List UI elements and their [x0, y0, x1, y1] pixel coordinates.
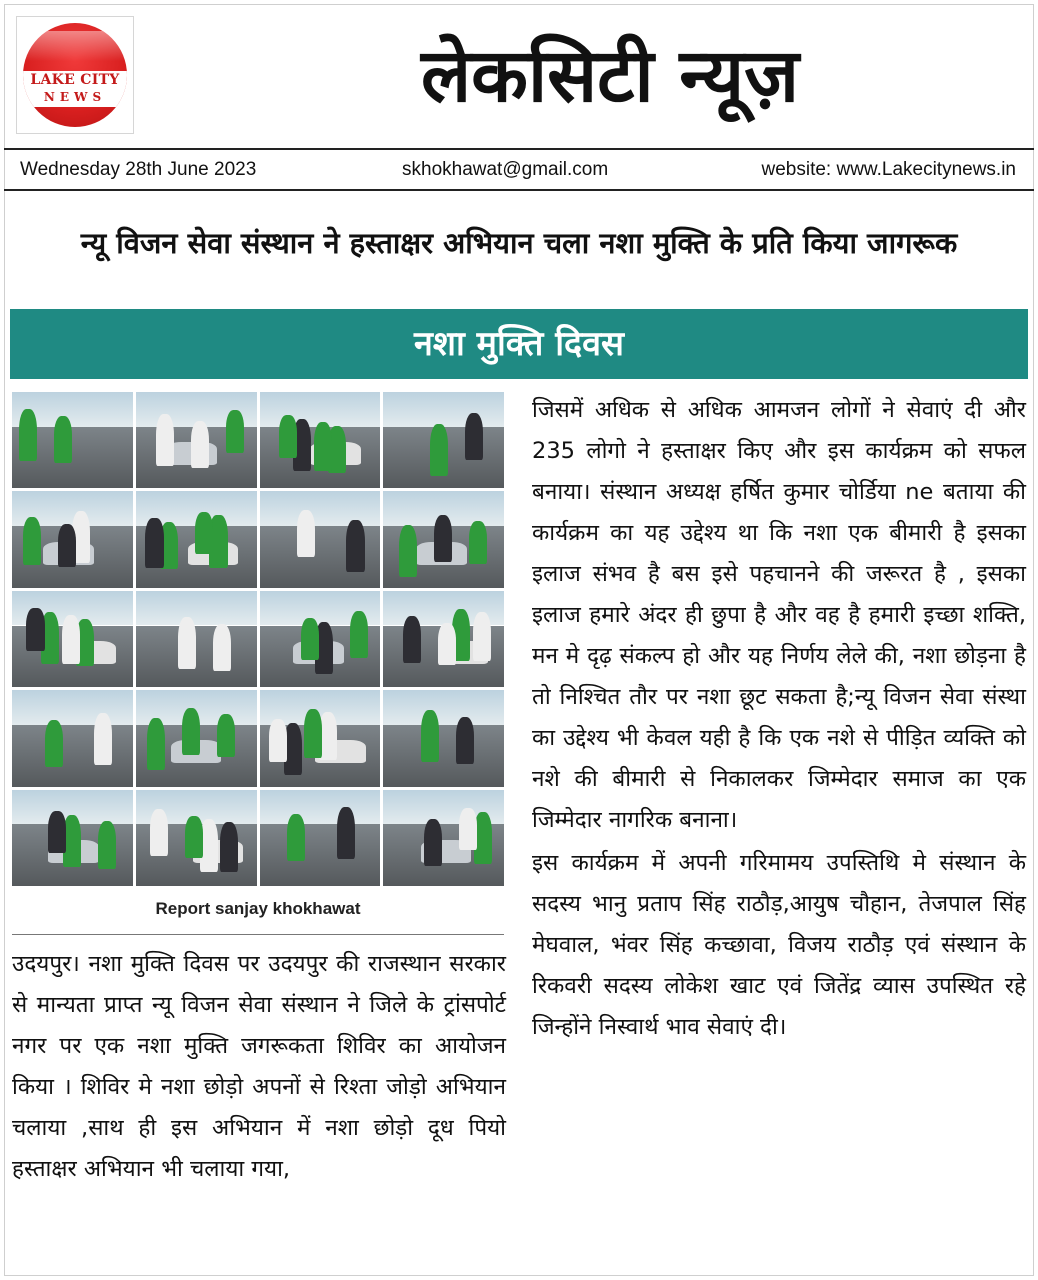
caption-divider: [12, 934, 504, 935]
article-column-right: [532, 390, 1026, 1050]
bottom-rule: [4, 189, 1034, 191]
issue-date: Wednesday 28th June 2023: [20, 159, 257, 180]
logo-text-band: [23, 71, 127, 107]
collage-photo: [136, 392, 257, 488]
article-headline: न्यू विजन सेवा संस्थान ने हस्ताक्षर अभियान चला नशा मुक्ति के प्रति किया जागरूक: [80, 226, 958, 260]
collage-photo: [383, 392, 504, 488]
contact-email: skhokhawat@gmail.com: [402, 159, 609, 180]
collage-photo: [383, 690, 504, 786]
section-band: नशा मुक्ति दिवस: [10, 309, 1028, 379]
collage-photo: [383, 491, 504, 587]
collage-photo: [260, 790, 381, 886]
collage-photo: [12, 690, 133, 786]
photo-collage: [12, 392, 504, 886]
collage-photo: [136, 790, 257, 886]
collage-photo: [383, 790, 504, 886]
collage-photo: [12, 392, 133, 488]
article-column-left: [12, 944, 506, 1192]
collage-photo: [136, 491, 257, 587]
collage-photo: [12, 790, 133, 886]
article-paragraph-right-2: इस कार्यक्रम में अपनी गरिमामय उपस्तिथि मे संस्थान के सदस्य भानु प्रताप सिंह राठौड़,आयुष चौहान, तेजपाल सिंह मेघवाल, भंवर सिंह कच्छावा, विजय राठौड़ एवं संस्थान के रिकवरी सदस्य लोकेश खाट एवं जितेंद्र व्यास उपस्थित रहे जिन्होंने निस्वार्थ भाव सेवाएं दी।: [532, 850, 1026, 1040]
article-paragraph-right-1: जिसमें अधिक से अधिक आमजन लोगों ने सेवाएं दी और 235 लोगो ने हस्ताक्षर किए और इस कार्यक्रम को सफल बनाया। संस्थान अध्यक्ष हर्षित कुमार चोर्डिया ne बताया की कार्यक्रम का यह उद्देश्य था कि नशा एक बीमारी है इसका इलाज संभव है बस इसे पहचानने की जरूरत है , इसका इलाज हमारे अंदर ही छुपा है और वह है हमारी इच्छा शक्ति, मन मे दृढ़ संकल्प हो और यह निर्णय लेले की, नशा छोड़ना है तो निश्चित तौर पर नशा छूट सकता है;न्यू विजन सेवा संस्था का उद्देश्य भी केवल यही है कि एक नशे से पीड़ित व्यक्ति को नशे की बीमारी से निकालकर जिम्मेदार समाज का एक जिम्मेदार नागरिक बनाना।: [532, 397, 1026, 833]
collage-photo: [260, 392, 381, 488]
collage-photo: [136, 591, 257, 687]
lake-city-news-logo: [16, 16, 134, 134]
collage-photo: [260, 491, 381, 587]
photo-caption: Report sanjay khokhawat: [155, 899, 361, 918]
collage-photo: [260, 690, 381, 786]
logo-line-1: LAKE CITY: [30, 72, 120, 88]
collage-photo: [383, 591, 504, 687]
collage-photo: [136, 690, 257, 786]
masthead-title: लेकसिटी न्यूज़: [420, 33, 800, 119]
logo-red-circle: [23, 23, 127, 127]
collage-photo: [12, 491, 133, 587]
top-rule: [4, 148, 1034, 150]
website-address: website: www.Lakecitynews.in: [761, 159, 1016, 180]
collage-photo: [12, 591, 133, 687]
collage-photo: [260, 591, 381, 687]
logo-line-2: NEWS: [43, 90, 107, 104]
article-paragraph-left: उदयपुर। नशा मुक्ति दिवस पर उदयपुर की राजस्थान सरकार से मान्यता प्राप्त न्यू विजन सेवा संस्थान ने जिले के ट्रांसपोर्ट नगर पर एक नशा मुक्ति जगरूकता शिविर का आयोजन किया । शिविर मे नशा छोड़ो अपनों से रिश्ता जोड़ो अभियान चलाया ,साथ ही इस अभियान में नशा छोड़ो दूध पियो हस्ताक्षर अभियान भी चलाया गया,: [12, 951, 506, 1182]
